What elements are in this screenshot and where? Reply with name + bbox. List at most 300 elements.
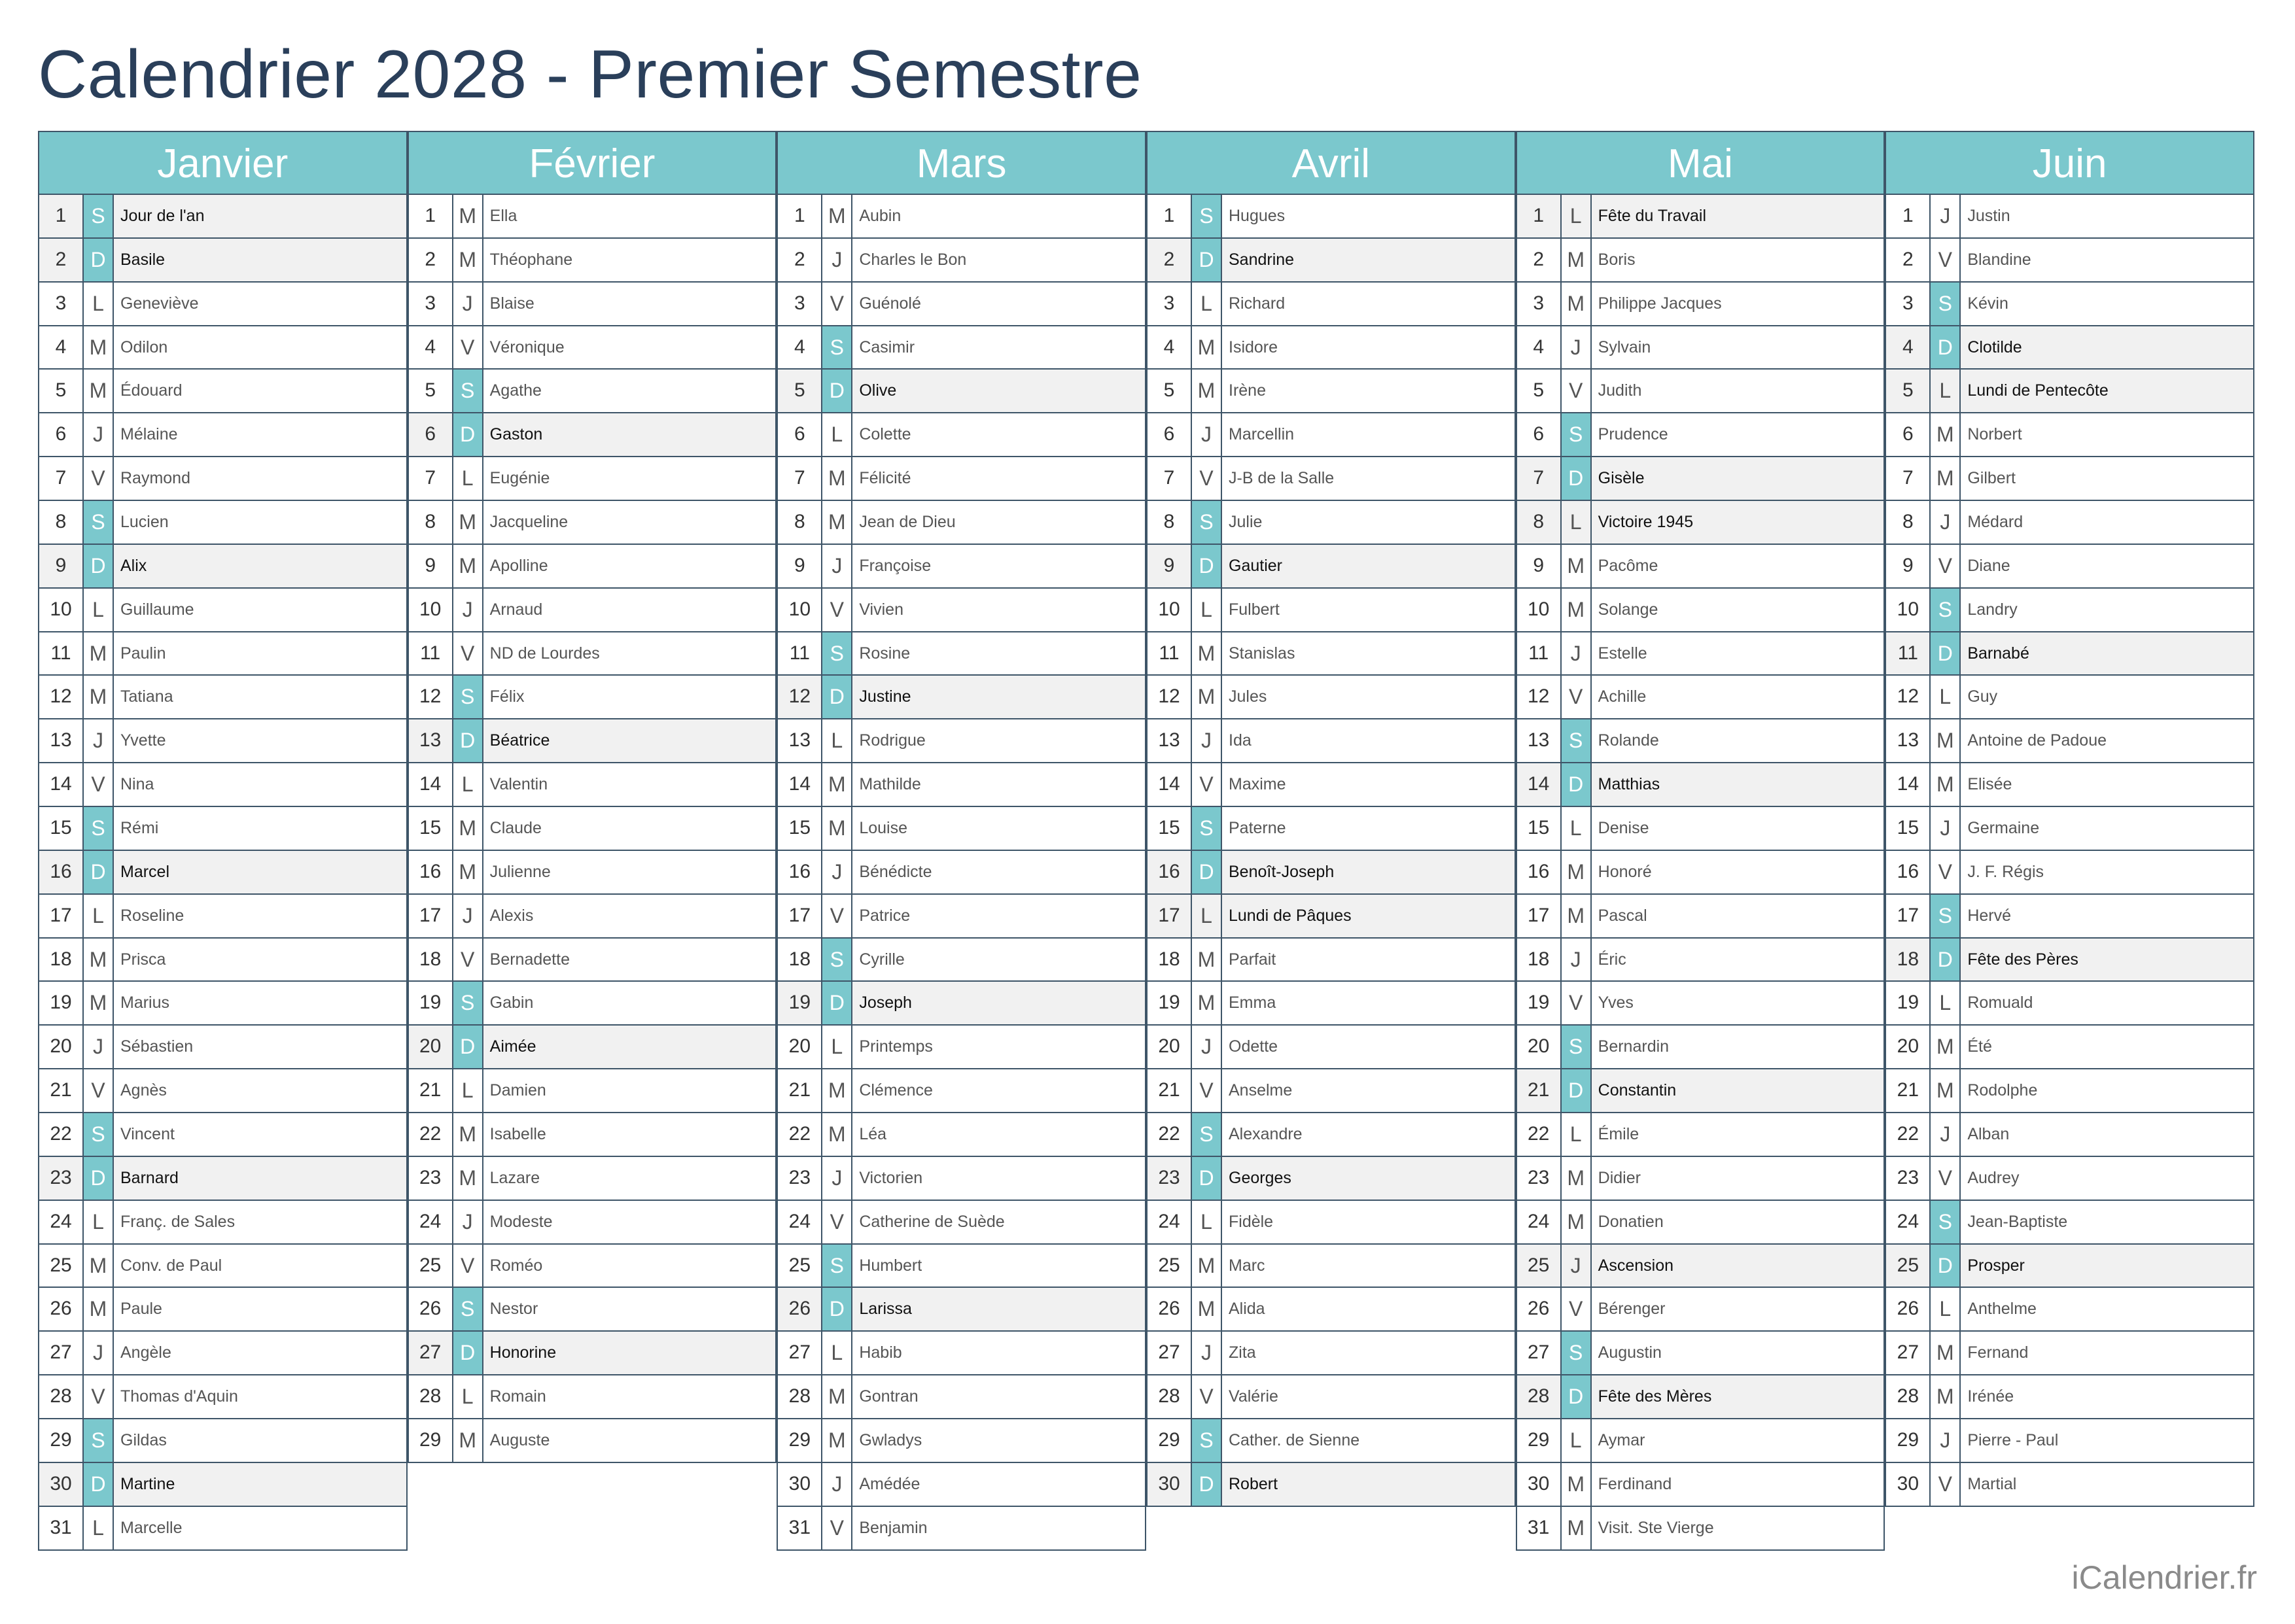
saint-name: Alexandre bbox=[1229, 1125, 1303, 1144]
weekday-letter: S bbox=[1562, 719, 1592, 762]
saint-name: Barnard bbox=[120, 1168, 179, 1187]
weekday-letter: M bbox=[1931, 719, 1961, 762]
weekday-letter: M bbox=[1931, 1026, 1961, 1068]
day-row bbox=[1885, 239, 2254, 283]
weekday-letter: S bbox=[1562, 1332, 1592, 1374]
day-number: 16 bbox=[409, 851, 453, 893]
saint-name: Hervé bbox=[1967, 906, 2012, 925]
saint-name: Vincent bbox=[120, 1125, 175, 1144]
saint-name: Yvette bbox=[120, 731, 166, 750]
day-number: 19 bbox=[778, 982, 822, 1024]
day-number: 24 bbox=[409, 1201, 453, 1243]
day-row bbox=[777, 676, 1146, 719]
day-number: 6 bbox=[778, 413, 822, 456]
weekday-letter: M bbox=[453, 807, 483, 850]
weekday-letter: S bbox=[84, 807, 114, 850]
day-row bbox=[1146, 501, 1516, 545]
weekday-letter: V bbox=[1562, 982, 1592, 1024]
day-row bbox=[1885, 1113, 2254, 1157]
day-row bbox=[1516, 807, 1885, 851]
day-row bbox=[1516, 1157, 1885, 1201]
saint-name: Clémence bbox=[859, 1081, 933, 1100]
day-number: 19 bbox=[39, 982, 84, 1024]
day-row bbox=[38, 1507, 408, 1551]
day-row bbox=[38, 589, 408, 632]
saint-name: Jour de l'an bbox=[120, 207, 205, 225]
day-number: 7 bbox=[39, 457, 84, 500]
weekday-letter: M bbox=[1931, 763, 1961, 806]
day-row bbox=[1885, 632, 2254, 676]
saint-name: Denise bbox=[1598, 819, 1649, 838]
saint-name: Estelle bbox=[1598, 644, 1647, 663]
saint-name: Audrey bbox=[1967, 1168, 2020, 1187]
day-number: 11 bbox=[778, 632, 822, 675]
day-row bbox=[1516, 413, 1885, 457]
weekday-letter: D bbox=[822, 982, 852, 1024]
day-number: 15 bbox=[39, 807, 84, 850]
day-number: 16 bbox=[778, 851, 822, 893]
saint-name: Fête des Mères bbox=[1598, 1387, 1712, 1406]
day-row bbox=[777, 939, 1146, 982]
day-number: 19 bbox=[1886, 982, 1931, 1024]
day-number: 9 bbox=[409, 545, 453, 587]
weekday-letter: M bbox=[1931, 1375, 1961, 1418]
saint-name: Justin bbox=[1967, 207, 2010, 225]
day-number: 25 bbox=[1886, 1245, 1931, 1287]
weekday-letter: M bbox=[1931, 457, 1961, 500]
weekday-letter: M bbox=[453, 1419, 483, 1462]
weekday-letter: D bbox=[1562, 1069, 1592, 1112]
weekday-letter: L bbox=[84, 1201, 114, 1243]
weekday-letter: M bbox=[1562, 239, 1592, 281]
weekday-letter: L bbox=[822, 719, 852, 762]
weekday-letter: S bbox=[453, 676, 483, 718]
day-row bbox=[1885, 195, 2254, 239]
day-number: 21 bbox=[778, 1069, 822, 1112]
day-number: 14 bbox=[39, 763, 84, 806]
saint-name: Jean-Baptiste bbox=[1967, 1212, 2068, 1231]
day-number: 28 bbox=[39, 1375, 84, 1418]
saint-name: Agnès bbox=[120, 1081, 167, 1100]
day-number: 22 bbox=[1517, 1113, 1562, 1156]
saint-name: Pascal bbox=[1598, 906, 1647, 925]
weekday-letter: L bbox=[1562, 807, 1592, 850]
day-row bbox=[1146, 1201, 1516, 1245]
month-header: Février bbox=[408, 131, 777, 195]
saint-name: Bérenger bbox=[1598, 1300, 1666, 1319]
weekday-letter: V bbox=[822, 1507, 852, 1549]
saint-name: Julienne bbox=[489, 862, 551, 881]
day-number: 13 bbox=[409, 719, 453, 762]
day-row bbox=[408, 939, 777, 982]
weekday-letter: V bbox=[1562, 676, 1592, 718]
weekday-letter: D bbox=[822, 1288, 852, 1330]
day-number: 16 bbox=[1148, 851, 1192, 893]
day-number: 27 bbox=[1517, 1332, 1562, 1374]
day-row bbox=[38, 632, 408, 676]
saint-name: Thomas d'Aquin bbox=[120, 1387, 238, 1406]
day-row bbox=[777, 1419, 1146, 1463]
day-number: 21 bbox=[1517, 1069, 1562, 1112]
day-number: 2 bbox=[409, 239, 453, 281]
day-number: 23 bbox=[1517, 1157, 1562, 1200]
weekday-letter: M bbox=[1562, 895, 1592, 937]
weekday-letter: D bbox=[1192, 239, 1222, 281]
weekday-letter: J bbox=[822, 545, 852, 587]
day-row bbox=[777, 501, 1146, 545]
saint-name: Béatrice bbox=[489, 731, 550, 750]
day-number: 9 bbox=[1148, 545, 1192, 587]
saint-name: Émile bbox=[1598, 1125, 1639, 1144]
weekday-letter: M bbox=[1192, 632, 1222, 675]
day-number: 7 bbox=[1886, 457, 1931, 500]
day-row bbox=[1516, 1288, 1885, 1332]
day-row bbox=[1885, 1332, 2254, 1375]
saint-name: Sylvain bbox=[1598, 337, 1651, 356]
weekday-letter: M bbox=[822, 763, 852, 806]
day-row bbox=[777, 283, 1146, 326]
weekday-letter: S bbox=[822, 326, 852, 369]
day-number: 29 bbox=[1148, 1419, 1192, 1462]
day-number: 20 bbox=[778, 1026, 822, 1068]
weekday-letter: L bbox=[453, 763, 483, 806]
weekday-letter: V bbox=[1562, 1288, 1592, 1330]
saint-name: Léa bbox=[859, 1125, 887, 1144]
day-number: 21 bbox=[1886, 1069, 1931, 1112]
day-row bbox=[1885, 1157, 2254, 1201]
day-number: 30 bbox=[778, 1463, 822, 1506]
weekday-letter: J bbox=[1931, 1419, 1961, 1462]
day-row bbox=[777, 851, 1146, 895]
saint-name: Olive bbox=[859, 381, 897, 400]
day-row bbox=[408, 632, 777, 676]
day-row bbox=[408, 413, 777, 457]
day-number: 26 bbox=[1148, 1288, 1192, 1330]
day-row bbox=[777, 632, 1146, 676]
day-row bbox=[1885, 1245, 2254, 1288]
day-row bbox=[777, 326, 1146, 370]
day-number: 1 bbox=[778, 195, 822, 237]
weekday-letter: V bbox=[822, 283, 852, 325]
day-row bbox=[1146, 1069, 1516, 1113]
saint-name: Boris bbox=[1598, 250, 1636, 269]
day-number: 8 bbox=[409, 501, 453, 544]
month-header: Juin bbox=[1885, 131, 2254, 195]
saint-name: Jean de Dieu bbox=[859, 513, 956, 532]
day-number: 20 bbox=[409, 1026, 453, 1068]
weekday-letter: S bbox=[453, 1288, 483, 1330]
day-number: 20 bbox=[39, 1026, 84, 1068]
day-row bbox=[38, 676, 408, 719]
saint-name: Prisca bbox=[120, 950, 166, 969]
day-number: 5 bbox=[39, 370, 84, 412]
day-row bbox=[1516, 1069, 1885, 1113]
day-row bbox=[408, 1113, 777, 1157]
day-number: 24 bbox=[39, 1201, 84, 1243]
saint-name: Ida bbox=[1229, 731, 1252, 750]
day-row bbox=[408, 763, 777, 807]
day-row bbox=[408, 239, 777, 283]
day-row bbox=[1516, 719, 1885, 763]
weekday-letter: J bbox=[1192, 1332, 1222, 1374]
weekday-letter: D bbox=[1192, 1157, 1222, 1200]
day-number: 12 bbox=[1148, 676, 1192, 718]
weekday-letter: M bbox=[1562, 1157, 1592, 1200]
day-row bbox=[777, 239, 1146, 283]
day-row bbox=[38, 326, 408, 370]
saint-name: Nina bbox=[120, 775, 154, 794]
day-number: 10 bbox=[409, 589, 453, 631]
saint-name: Conv. de Paul bbox=[120, 1256, 222, 1275]
saint-name: Zita bbox=[1229, 1343, 1256, 1362]
saint-name: Isabelle bbox=[489, 1125, 546, 1144]
day-row bbox=[1885, 939, 2254, 982]
day-row bbox=[1146, 1375, 1516, 1419]
day-number: 24 bbox=[1886, 1201, 1931, 1243]
day-row bbox=[1516, 1026, 1885, 1069]
weekday-letter: D bbox=[1192, 851, 1222, 893]
weekday-letter: S bbox=[84, 1113, 114, 1156]
day-number: 4 bbox=[1886, 326, 1931, 369]
weekday-letter: V bbox=[1931, 239, 1961, 281]
saint-name: Gautier bbox=[1229, 556, 1282, 575]
day-row bbox=[777, 1113, 1146, 1157]
weekday-letter: L bbox=[84, 1507, 114, 1549]
weekday-letter: S bbox=[84, 1419, 114, 1462]
day-row bbox=[1146, 763, 1516, 807]
saint-name: Gwladys bbox=[859, 1431, 922, 1450]
day-row bbox=[408, 326, 777, 370]
day-number: 17 bbox=[1148, 895, 1192, 937]
day-row bbox=[408, 1157, 777, 1201]
saint-name: Emma bbox=[1229, 993, 1276, 1012]
saint-name: Philippe Jacques bbox=[1598, 294, 1722, 313]
weekday-letter: D bbox=[84, 1463, 114, 1506]
weekday-letter: L bbox=[453, 1375, 483, 1418]
day-number: 29 bbox=[1886, 1419, 1931, 1462]
saint-name: Guillaume bbox=[120, 600, 194, 619]
weekday-letter: M bbox=[1931, 1069, 1961, 1112]
day-row bbox=[38, 239, 408, 283]
saint-name: Norbert bbox=[1967, 425, 2022, 444]
day-number: 25 bbox=[39, 1245, 84, 1287]
day-row bbox=[38, 1419, 408, 1463]
day-number: 7 bbox=[1517, 457, 1562, 500]
saint-name: Valérie bbox=[1229, 1387, 1278, 1406]
weekday-letter: M bbox=[1562, 1201, 1592, 1243]
day-row bbox=[1516, 239, 1885, 283]
day-number: 4 bbox=[1517, 326, 1562, 369]
day-number: 10 bbox=[778, 589, 822, 631]
weekday-letter: D bbox=[453, 1026, 483, 1068]
day-number: 2 bbox=[778, 239, 822, 281]
saint-name: Jules bbox=[1229, 687, 1267, 706]
day-number: 30 bbox=[1148, 1463, 1192, 1506]
weekday-letter: L bbox=[84, 283, 114, 325]
day-row bbox=[38, 195, 408, 239]
day-number: 23 bbox=[778, 1157, 822, 1200]
day-number: 12 bbox=[1517, 676, 1562, 718]
day-row bbox=[38, 1245, 408, 1288]
day-row bbox=[1885, 719, 2254, 763]
saint-name: Guy bbox=[1967, 687, 1998, 706]
day-number: 2 bbox=[1886, 239, 1931, 281]
day-row bbox=[408, 807, 777, 851]
saint-name: Jacqueline bbox=[489, 513, 569, 532]
day-number: 7 bbox=[1148, 457, 1192, 500]
day-row bbox=[408, 283, 777, 326]
day-number: 6 bbox=[1517, 413, 1562, 456]
weekday-letter: V bbox=[453, 326, 483, 369]
day-row bbox=[1516, 982, 1885, 1026]
saint-name: Barnabé bbox=[1967, 644, 2029, 663]
day-row bbox=[38, 1332, 408, 1375]
day-row bbox=[38, 1157, 408, 1201]
weekday-letter: L bbox=[1192, 895, 1222, 937]
saint-name: Arnaud bbox=[489, 600, 543, 619]
weekday-letter: M bbox=[84, 1288, 114, 1330]
saint-name: Véronique bbox=[489, 337, 565, 356]
day-number: 28 bbox=[1517, 1375, 1562, 1418]
weekday-letter: S bbox=[1931, 895, 1961, 937]
weekday-letter: V bbox=[1192, 457, 1222, 500]
day-number: 30 bbox=[39, 1463, 84, 1506]
day-number: 4 bbox=[1148, 326, 1192, 369]
day-row bbox=[777, 1288, 1146, 1332]
day-row bbox=[408, 589, 777, 632]
saint-name: Casimir bbox=[859, 337, 915, 356]
weekday-letter: S bbox=[1931, 283, 1961, 325]
weekday-letter: V bbox=[453, 939, 483, 981]
weekday-letter: V bbox=[1931, 1157, 1961, 1200]
day-row bbox=[408, 195, 777, 239]
day-number: 6 bbox=[409, 413, 453, 456]
saint-name: Solange bbox=[1598, 600, 1658, 619]
day-number: 17 bbox=[1886, 895, 1931, 937]
weekday-letter: M bbox=[84, 939, 114, 981]
day-number: 4 bbox=[778, 326, 822, 369]
weekday-letter: S bbox=[1192, 1419, 1222, 1462]
day-number: 13 bbox=[39, 719, 84, 762]
saint-name: Gisèle bbox=[1598, 469, 1645, 488]
day-row bbox=[1146, 719, 1516, 763]
day-row bbox=[408, 851, 777, 895]
saint-name: Printemps bbox=[859, 1037, 933, 1056]
day-number: 12 bbox=[39, 676, 84, 718]
saint-name: J. F. Régis bbox=[1967, 862, 2044, 881]
day-row bbox=[777, 895, 1146, 939]
day-number: 22 bbox=[1148, 1113, 1192, 1156]
weekday-letter: S bbox=[822, 1245, 852, 1287]
day-number: 10 bbox=[1517, 589, 1562, 631]
day-row bbox=[1885, 283, 2254, 326]
saint-name: Louise bbox=[859, 819, 907, 838]
day-number: 28 bbox=[409, 1375, 453, 1418]
day-row bbox=[1146, 239, 1516, 283]
day-row bbox=[1146, 851, 1516, 895]
site-credit: iCalendrier.fr bbox=[2071, 1559, 2257, 1596]
weekday-letter: V bbox=[453, 1245, 483, 1287]
saint-name: Anthelme bbox=[1967, 1300, 2037, 1319]
day-number: 1 bbox=[1886, 195, 1931, 237]
weekday-letter: L bbox=[1192, 283, 1222, 325]
day-row bbox=[38, 763, 408, 807]
month-column bbox=[38, 131, 408, 1551]
day-number: 1 bbox=[1148, 195, 1192, 237]
day-row bbox=[1146, 1332, 1516, 1375]
day-number: 26 bbox=[39, 1288, 84, 1330]
day-row bbox=[1885, 676, 2254, 719]
day-number: 16 bbox=[1517, 851, 1562, 893]
day-row bbox=[38, 851, 408, 895]
weekday-letter: M bbox=[822, 457, 852, 500]
day-row bbox=[777, 719, 1146, 763]
saint-name: Romuald bbox=[1967, 993, 2033, 1012]
day-number: 2 bbox=[1517, 239, 1562, 281]
day-row bbox=[38, 895, 408, 939]
day-row bbox=[777, 807, 1146, 851]
day-number: 9 bbox=[1886, 545, 1931, 587]
day-number: 27 bbox=[778, 1332, 822, 1374]
day-row bbox=[408, 676, 777, 719]
weekday-letter: J bbox=[84, 413, 114, 456]
day-row bbox=[1516, 195, 1885, 239]
weekday-letter: S bbox=[1192, 1113, 1222, 1156]
day-number: 5 bbox=[778, 370, 822, 412]
weekday-letter: D bbox=[453, 413, 483, 456]
saint-name: Elisée bbox=[1967, 775, 2012, 794]
day-number: 8 bbox=[1148, 501, 1192, 544]
saint-name: Fête des Pères bbox=[1967, 950, 2078, 969]
weekday-letter: M bbox=[84, 632, 114, 675]
saint-name: Auguste bbox=[489, 1431, 550, 1450]
day-row bbox=[777, 1463, 1146, 1507]
day-row bbox=[1885, 895, 2254, 939]
day-number: 8 bbox=[778, 501, 822, 544]
weekday-letter: V bbox=[822, 589, 852, 631]
day-row bbox=[38, 719, 408, 763]
day-number: 21 bbox=[39, 1069, 84, 1112]
saint-name: Roméo bbox=[489, 1256, 543, 1275]
day-row bbox=[38, 413, 408, 457]
weekday-letter: L bbox=[1931, 1288, 1961, 1330]
weekday-letter: S bbox=[822, 632, 852, 675]
day-row bbox=[1516, 370, 1885, 413]
day-row bbox=[1885, 1069, 2254, 1113]
day-row bbox=[1516, 676, 1885, 719]
day-number: 26 bbox=[1517, 1288, 1562, 1330]
weekday-letter: M bbox=[1192, 939, 1222, 981]
day-row bbox=[777, 195, 1146, 239]
day-row bbox=[1885, 326, 2254, 370]
saint-name: Lundi de Pentecôte bbox=[1967, 381, 2109, 400]
day-number: 29 bbox=[1517, 1419, 1562, 1462]
weekday-letter: V bbox=[84, 1069, 114, 1112]
day-row bbox=[1885, 545, 2254, 589]
saint-name: Amédée bbox=[859, 1474, 920, 1493]
weekday-letter: J bbox=[84, 719, 114, 762]
saint-name: Agathe bbox=[489, 381, 542, 400]
day-number: 15 bbox=[1886, 807, 1931, 850]
saint-name: Lundi de Pâques bbox=[1229, 906, 1352, 925]
day-number: 19 bbox=[1148, 982, 1192, 1024]
day-row bbox=[1146, 545, 1516, 589]
weekday-letter: V bbox=[1931, 545, 1961, 587]
day-row bbox=[408, 1026, 777, 1069]
day-row bbox=[38, 982, 408, 1026]
weekday-letter: D bbox=[84, 545, 114, 587]
day-row bbox=[1885, 982, 2254, 1026]
